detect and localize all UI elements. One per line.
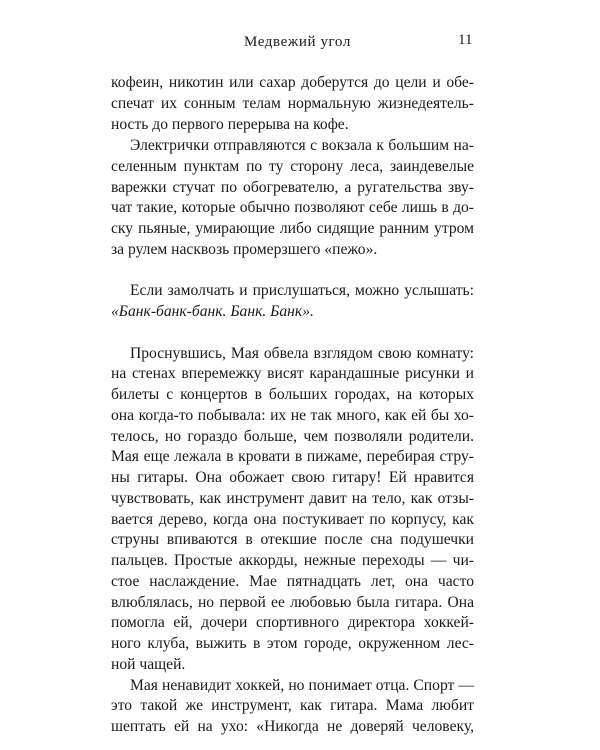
text-line: струны впиваются в отекшие после сна подушечки: [111, 531, 474, 549]
text-line: вается дерево, когда она постукивает по корпусу, как: [111, 510, 474, 528]
text-line: телось, но гораздо больше, чем позволяли родители.: [111, 427, 474, 445]
text-line: пальцев. Простые аккорды, нежные переходы — чи-: [111, 552, 474, 569]
running-header: [0, 30, 600, 54]
text-line: это такой же инструмент, как гитара. Мама любит: [111, 697, 474, 715]
text-line: селенным пунктам по ту сторону леса, заиндевелые: [111, 157, 474, 175]
running-title: Медвежий угол: [244, 34, 351, 50]
text-line: ны гитары. Она обожает свою гитару! Ей нравится: [111, 469, 474, 486]
text-line: за рулем насквозь промерзшего «пежо».: [111, 240, 378, 258]
text-line: она когда-то побывала: их не так много, как ей бы хо-: [111, 406, 474, 424]
page-number: 11: [458, 32, 473, 48]
text-line: шептать ей на ухо: «Никогда не доверяй человеку,: [111, 718, 474, 735]
text-line: варежки стучат по обогревателю, а ругательства зву-: [111, 178, 474, 196]
onomatopoeia-line: «Банк-банк-банк. Банк. Банк».: [111, 303, 314, 321]
text-line: Проснувшись, Мая обвела взглядом свою комнату:: [130, 344, 474, 362]
text-line: спечат их сонным телам нормальную жизнедеятель-: [111, 94, 474, 112]
text-line: кофеин, никотин или сахар доберутся до цели и обе-: [111, 74, 474, 91]
text-line: ску пьяные, умирающие либо сидящие ранним утром: [111, 220, 474, 238]
text-line: Если замолчать и прислушаться, можно услышать:: [130, 282, 474, 300]
text-line: Электрички отправляются с вокзала к большим на-: [130, 137, 474, 155]
text-line: Мая еще лежала в кровати в пижаме, перебирая стру-: [111, 448, 474, 466]
text-line: ность до первого перерыва на кофе.: [111, 115, 349, 133]
text-line: ного клуба, выжить в этом городе, окруженном лес-: [111, 635, 474, 652]
text-line: билеты с концертов в больших городах, на которых: [111, 386, 474, 404]
text-line: чат такие, которые обычно позволяют себе лишь в до-: [111, 199, 474, 217]
text-line: стое наслаждение. Мае пятнадцать лет, она часто: [111, 572, 474, 590]
text-line: влюблялась, но первой ее любовью была гитара. Она: [111, 593, 474, 611]
text-line: чувствовать, как инструмент давит на тело, как отзы-: [111, 489, 474, 507]
text-line: Мая ненавидит хоккей, но понимает отца. Спорт —: [130, 676, 474, 694]
text-line: на стенах вперемежку висят карандашные рисунки и: [111, 365, 474, 383]
text-line: помогла ей, дочери спортивного директора хоккей-: [111, 614, 474, 632]
text-line: ной чащей.: [111, 655, 186, 673]
